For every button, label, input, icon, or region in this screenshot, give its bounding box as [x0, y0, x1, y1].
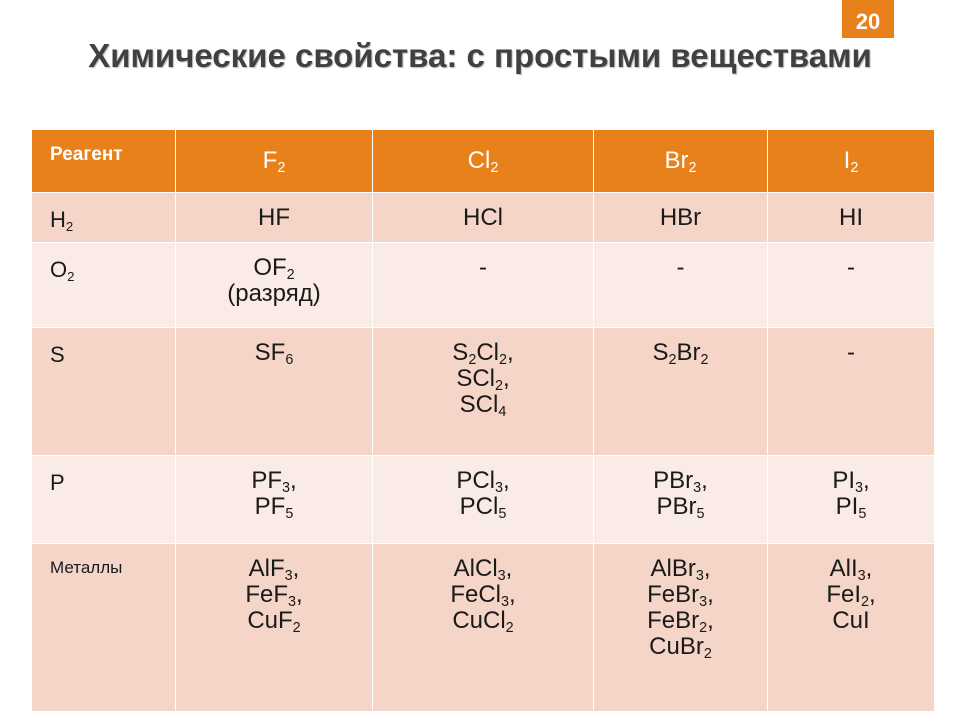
product-cell [373, 544, 594, 712]
header-reagent: Реагент [32, 130, 176, 193]
product-cell [768, 328, 935, 456]
header-col: $F_2$ [176, 130, 373, 193]
formula-line: (разряд) [227, 280, 321, 307]
product-cell [176, 328, 373, 456]
table-row [32, 456, 935, 544]
product-cell [594, 193, 768, 243]
product-cell [176, 243, 373, 328]
formula-line: HCl [463, 204, 503, 231]
table-row [32, 328, 935, 456]
header-col: $Cl_2$ [373, 130, 594, 193]
formula-line: - [847, 339, 855, 366]
reagent-cell: $O_2$ [32, 243, 176, 328]
formula-line: SCl$_4$ [459, 391, 507, 420]
formula-line: AlCl$_3$, [453, 555, 513, 584]
formula-line: HF [258, 204, 290, 231]
formula-line: $PI_5$ [835, 493, 867, 522]
product-cell [768, 243, 935, 328]
reagent-cell: S [32, 328, 176, 456]
table-row [32, 544, 935, 712]
formula-line: SCl$_2$, [456, 365, 510, 394]
properties-table [31, 129, 935, 712]
product-cell [768, 544, 935, 712]
formula-line: - [676, 254, 685, 281]
formula-line: - [847, 254, 855, 281]
formula-line: FeBr$_3$, [647, 581, 714, 610]
formula-line: AlF$_3$, [248, 555, 300, 584]
formula-line: AlBr$_3$, [650, 555, 711, 584]
table-header-row [32, 130, 935, 193]
product-cell [176, 456, 373, 544]
header-col: $I_2$ [768, 130, 935, 193]
product-cell [176, 544, 373, 712]
product-cell [373, 456, 594, 544]
formula-line: FeF$_3$, [245, 581, 303, 610]
formula-line: PBr$_3$, [653, 467, 708, 496]
slide-title: Химические свойства: с простыми веществами [88, 37, 872, 74]
table-body [32, 193, 935, 712]
product-cell [594, 456, 768, 544]
product-cell [594, 243, 768, 328]
page-number: 20 [842, 0, 894, 38]
formula-line: CuBr$_2$ [649, 633, 712, 662]
product-cell [373, 328, 594, 456]
product-cell [594, 544, 768, 712]
header-col: $Br_2$ [594, 130, 768, 193]
top-band [0, 0, 960, 38]
formula-line: CuF$_2$ [247, 607, 301, 636]
product-cell [594, 328, 768, 456]
formula-line: PCl$_3$, [456, 467, 510, 496]
product-cell [768, 456, 935, 544]
formula-line: HBr [659, 204, 702, 231]
formula-line: CuCl$_2$ [452, 607, 514, 636]
formula-line: $SF_6$ [254, 339, 294, 368]
formula-line: CuI [832, 607, 870, 634]
formula-line: $S_2Cl_2$, [452, 339, 514, 368]
formula-line: $S_2Br_2$ [652, 339, 709, 368]
table-row [32, 193, 935, 243]
formula-line: AlI$_3$, [829, 555, 873, 584]
product-cell [373, 243, 594, 328]
formula-line: $PF_3$, [251, 467, 297, 496]
product-cell [176, 193, 373, 243]
product-cell [768, 193, 935, 243]
formula-line: FeBr$_2$, [647, 607, 714, 636]
formula-line: FeI$_2$, [826, 581, 876, 610]
reagent-cell: Металлы [32, 544, 176, 712]
product-cell [373, 193, 594, 243]
formula-line: PCl$_5$ [459, 493, 507, 522]
reagent-cell: P [32, 456, 176, 544]
table-row [32, 243, 935, 328]
formula-line: - [479, 254, 487, 281]
formula-line: $OF_2$ [253, 254, 295, 283]
formula-line: FeCl$_3$, [450, 581, 516, 610]
formula-line: HI [839, 204, 863, 231]
formula-line: $PI_3$, [832, 467, 870, 496]
formula-line: $PF_5$ [254, 493, 294, 522]
formula-line: PBr$_5$ [656, 493, 705, 522]
reagent-cell: $H_2$ [32, 193, 176, 243]
